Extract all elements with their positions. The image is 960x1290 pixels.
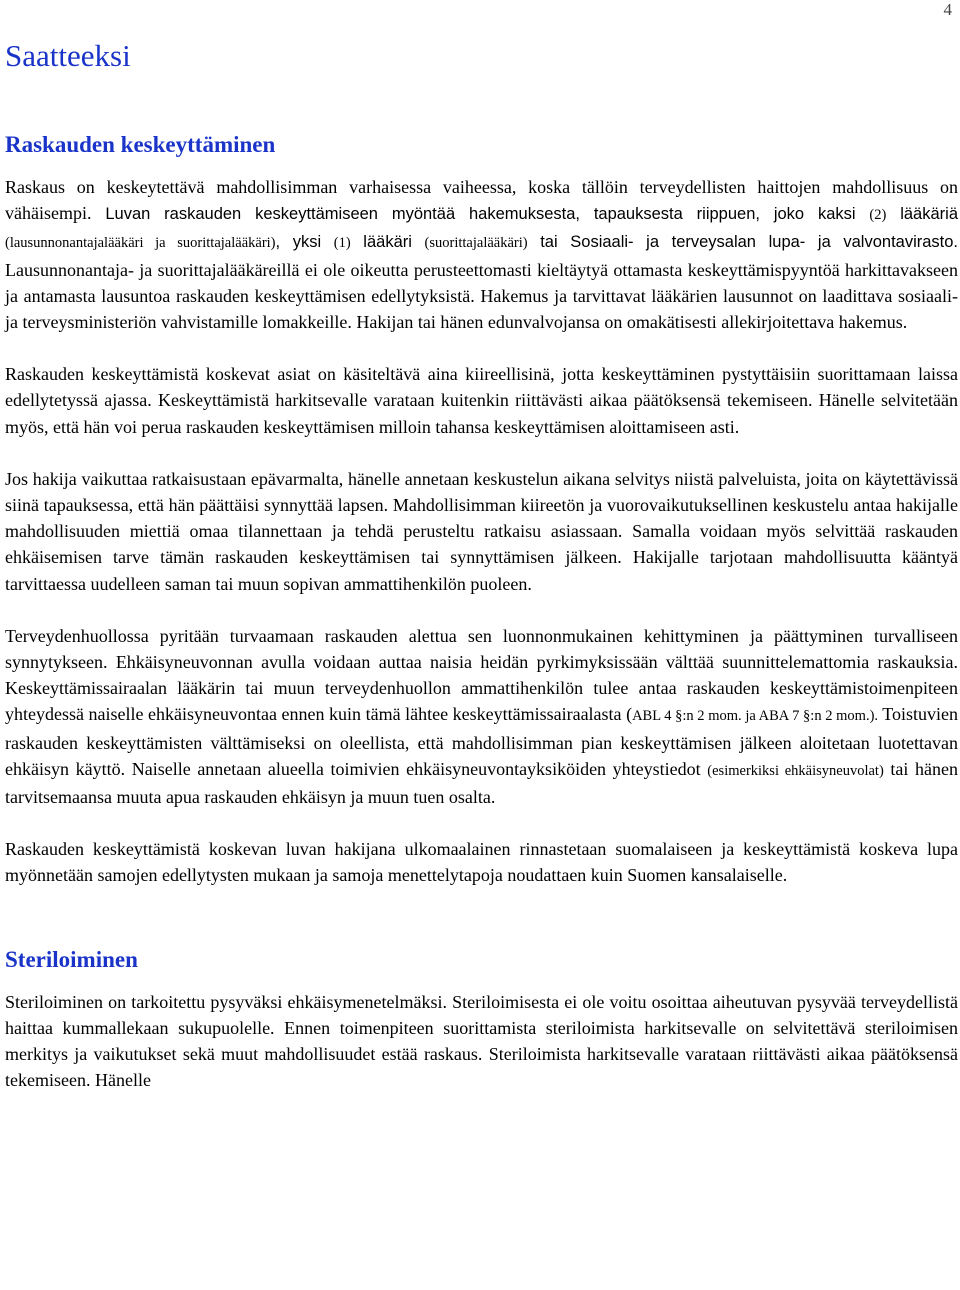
section-heading-raskauden-keskeyttaminen: Raskauden keskeyttäminen xyxy=(5,132,276,157)
text-run: tai hänen tarvitsemaansa muuta apua raskauden ehkäisyn ja muun tuen osalta. xyxy=(5,758,958,808)
section-heading-steriloiminen: Steriloiminen xyxy=(5,946,138,972)
paragraph-ehkaisyneuvonta xyxy=(5,623,958,810)
document-body xyxy=(5,36,958,1093)
text-run: (esimerkiksi ehkäisyneuvolat) xyxy=(707,762,884,779)
text-run: (suorittajalääkäri) xyxy=(424,235,528,252)
text-run: lääkäri xyxy=(350,233,425,252)
paragraph-ulkomaalainen: Raskauden keskeyttämistä koskevan luvan hakijana ulkomaalainen rinnastetaan suomalaiseen ja keskeyttämistä koskeva lupa myönnetään samojen edellytysten mukaan ja samoja menettelytapoja noudattaen kuin Suomen kansalaiselle. xyxy=(5,839,958,886)
text-run: Terveydenhuollossa pyritään turvaamaan raskauden alettua sen luonnonmukainen kehittyminen ja päättyminen turvalliseen synnytykseen. Ehkäisyneuvonnan avulla voidaan auttaa naisia heidän pyrkimyksissään välttää suunnittelemattomia raskauksia. Keskeyttämissairaalan lääkärin tai muun terveydenhuollon ammattihenkilön tulee antaa raskauden keskeyttämistoimenpiteen yhteydessä naiselle ehkäisyneuvontaa ennen kuin tämä lähtee keskeyttämissairaalasta ( xyxy=(5,625,958,725)
text-run: lääkäriä xyxy=(886,205,958,224)
paragraph-kiireellisyys: Raskauden keskeyttämistä koskevat asiat on käsiteltävä aina kiireellisinä, jotta keskeyttäminen pystyttäisiin suorittamaan laissa edellytetyssä ajassa. Keskeyttämistä harkitsevalle varataan kuitenkin riittävästi aikaa päätöksensä tekemiseen. Hänelle selvitetään myös, että hän voi perua raskauden keskeyttämisen milloin tahansa keskeyttämisen aloittamiseen asti. xyxy=(5,364,958,437)
page-number: 4 xyxy=(943,0,952,19)
text-run: (2) xyxy=(869,207,887,224)
text-run: Toistuvien raskauden keskeyttämisten välttämiseksi on oleellista, että mahdollisimman pian keskeyttämisen jälkeen aloitetaan luotettavan ehkäisyn käyttö. Naiselle annetaan alueella toimivien ehkäisyneuvontayksiköiden yhteystiedot xyxy=(5,704,958,779)
text-run: (lausunnonantajalääkäri ja suorittajalääkäri) xyxy=(5,235,276,252)
text-run: Lausunnonantaja- ja suorittajalääkäreillä ei ole oikeutta perusteettomasti kieltäytyä ottamasta keskeyttämispyyntöä harkittavakseen ja antamasta lausuntoa raskauden keskeyttämisen edellytyksistä. Hakemus ja tarvittavat lääkärien lausunnot on laadittava sosiaali- ja terveysministeriön vahvistamille lomakkeille. Hakijan tai hänen edunvalvojansa on omakätisesti allekirjoitettava hakemus. xyxy=(5,259,958,333)
page-title: Saatteeksi xyxy=(5,38,131,73)
paragraph-epavarmuus: Jos hakija vaikuttaa ratkaisustaan epävarmalta, hänelle annetaan keskustelun aikana selvitys niistä palveluista, joita on käytettävissä siinä tapauksessa, että hän päättäisi synnyttää lapsen. Mahdollisimman kiireetön ja vuorovaikutuksellinen keskustelu antaa hakijalle mahdollisuuden miettiä omaa tilannettaan ja tehdä perusteltu ratkaisu asiassaan. Samalla voidaan myös selvittää raskauden ehkäisemisen tarve tämän raskauden keskeyttämisen tai synnyttämisen jälkeen. Hakijalle tarjotaan mahdollisuutta kääntyä tarvittaessa uudelleen saman tai muun sopivan ammattihenkilön puoleen. xyxy=(5,468,958,594)
text-run: Luvan raskauden keskeyttämiseen myöntää hakemuksesta, tapauksesta riippuen, joko kaksi xyxy=(91,205,870,224)
paragraph-luvan-hakeminen xyxy=(5,174,958,335)
text-run: Raskaus on keskeytettävä mahdollisimman varhaisessa vaiheessa, koska tällöin terveydellisten haittojen mahdollisuus on vähäisempi. xyxy=(5,177,958,224)
text-run: (1) xyxy=(333,235,351,252)
text-run: ABL 4 §:n 2 mom. ja ABA 7 §:n 2 mom.). xyxy=(632,708,879,725)
paragraph-steriloiminen: Steriloiminen on tarkoitettu pysyväksi ehkäisymenetelmäksi. Steriloimisesta ei ole voitu osoittaa aiheutuvan pysyvää terveydellistä haittaa kummallekaan sukupuolelle. Ennen toimenpiteen suorittamista steriloimista harkitsevalle on selvitettävä steriloimisen merkitys ja vaikutukset sekä muut mahdollisuudet estää raskaus. Steriloimista harkitsevalle varataan riittävästi aikaa päätöksensä tekemiseen. Hänelle xyxy=(5,991,958,1091)
text-run: , yksi xyxy=(275,233,334,252)
text-run: tai Sosiaali- ja terveysalan lupa- ja valvontavirasto. xyxy=(527,233,959,252)
